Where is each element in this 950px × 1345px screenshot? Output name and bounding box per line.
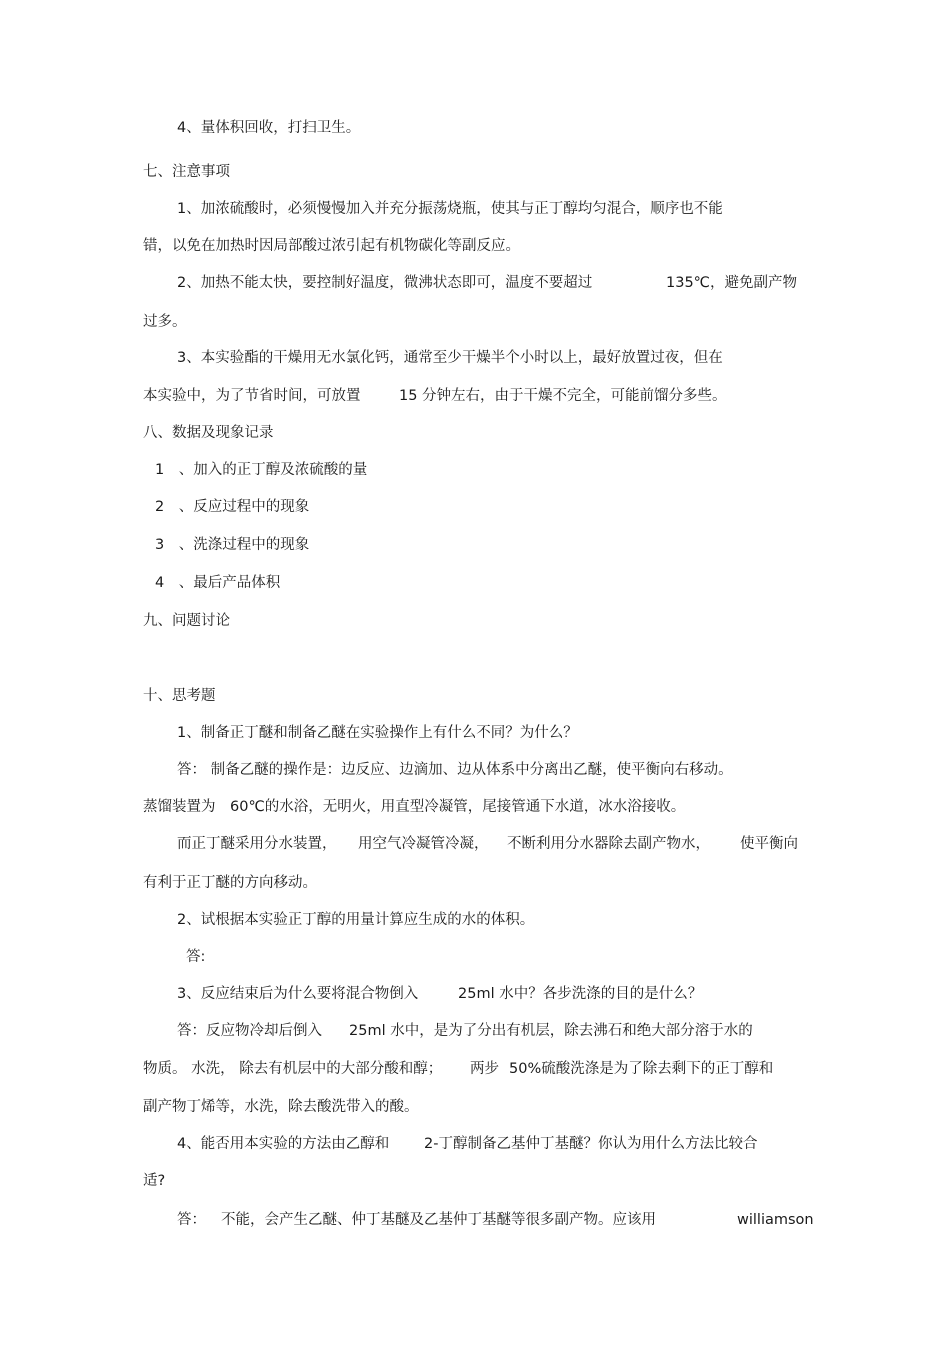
text-segment: 2、加热不能太快，要控制好温度，微沸状态即可，温度不要超过 [177, 275, 593, 291]
text-segment: 4、能否用本实验的方法由乙醇和 [177, 1136, 390, 1152]
text-segment: 3、反应结束后为什么要将混合物倒入 [177, 986, 419, 1002]
text-line: 适? [143, 1173, 166, 1189]
text-line: 有利于正丁醚的方向移动。 [143, 875, 317, 891]
section-heading: 七、注意事项 [143, 164, 230, 180]
text-segment: 不断利用分水器除去副产物水， [507, 836, 710, 852]
list-item: 2 、反应过程中的现象 [155, 499, 310, 515]
text-segment: 使平衡向 [740, 836, 798, 852]
text-segment: 2-丁醇制备乙基仲丁基醚？你认为用什么方法比较合 [424, 1136, 758, 1152]
text-segment: 蒸馏装置为 [143, 799, 216, 815]
text-line: 1、加浓硫酸时，必须慢慢加入并充分振荡烧瓶，使其与正丁醇均匀混合，顺序也不能 [177, 201, 723, 217]
text-segment: 物质。 水洗， 除去有机层中的大部分酸和醇； [143, 1061, 443, 1077]
text-line: 2、试根据本实验正丁醇的用量计算应生成的水的体积。 [177, 912, 535, 928]
text-segment: 不能，会产生乙醚、仲丁基醚及乙基仲丁基醚等很多副产物。应该用 [221, 1212, 656, 1228]
text-segment: 本实验中，为了节省时间，可放置 [143, 388, 361, 404]
text-segment: 25ml 水中？各步洗涤的目的是什么？ [458, 986, 703, 1002]
text-line: 4、量体积回收，打扫卫生。 [177, 120, 361, 136]
text-segment: 25ml 水中，是为了分出有机层，除去沸石和绝大部分溶于水的 [349, 1023, 753, 1039]
text-segment: 15 分钟左右，由于干燥不完全，可能前馏分多些。 [399, 388, 727, 404]
text-line: 错，以免在加热时因局部酸过浓引起有机物碳化等副反应。 [143, 238, 520, 254]
text-line: 过多。 [143, 314, 187, 330]
list-item: 3 、洗涤过程中的现象 [155, 537, 310, 553]
text-segment: williamson [737, 1212, 814, 1228]
section-heading: 十、思考题 [143, 688, 216, 704]
text-line: 答： 制备乙醚的操作是：边反应、边滴加、边从体系中分离出乙醚，使平衡向右移动。 [177, 762, 733, 778]
section-heading: 九、问题讨论 [143, 613, 230, 629]
text-segment: 答：反应物冷却后倒入 [177, 1023, 322, 1039]
text-line: 1、制备正丁醚和制备乙醚在实验操作上有什么不同？为什么？ [177, 725, 578, 741]
text-segment: 60℃的水浴，无明火，用直型冷凝管，尾接管通下水道，冰水浴接收。 [230, 799, 686, 815]
text-segment: 而正丁醚采用分水装置， [177, 836, 337, 852]
list-item: 4 、最后产品体积 [155, 575, 281, 591]
text-segment: 50%硫酸洗涤是为了除去剩下的正丁醇和 [509, 1061, 774, 1077]
text-segment: 答： [177, 1212, 206, 1228]
section-heading: 八、数据及现象记录 [143, 425, 274, 441]
list-item: 1 、加入的正丁醇及浓硫酸的量 [155, 462, 368, 478]
text-segment: 两步 [470, 1061, 499, 1077]
text-segment: 用空气冷凝管冷凝， [358, 836, 489, 852]
text-segment: 135℃，避免副产物 [666, 275, 797, 291]
text-line: 副产物丁烯等，水洗，除去酸洗带入的酸。 [143, 1099, 419, 1115]
text-line: 答: [186, 949, 206, 965]
text-line: 3、本实验酯的干燥用无水氯化钙，通常至少干燥半个小时以上，最好放置过夜，但在 [177, 350, 723, 366]
